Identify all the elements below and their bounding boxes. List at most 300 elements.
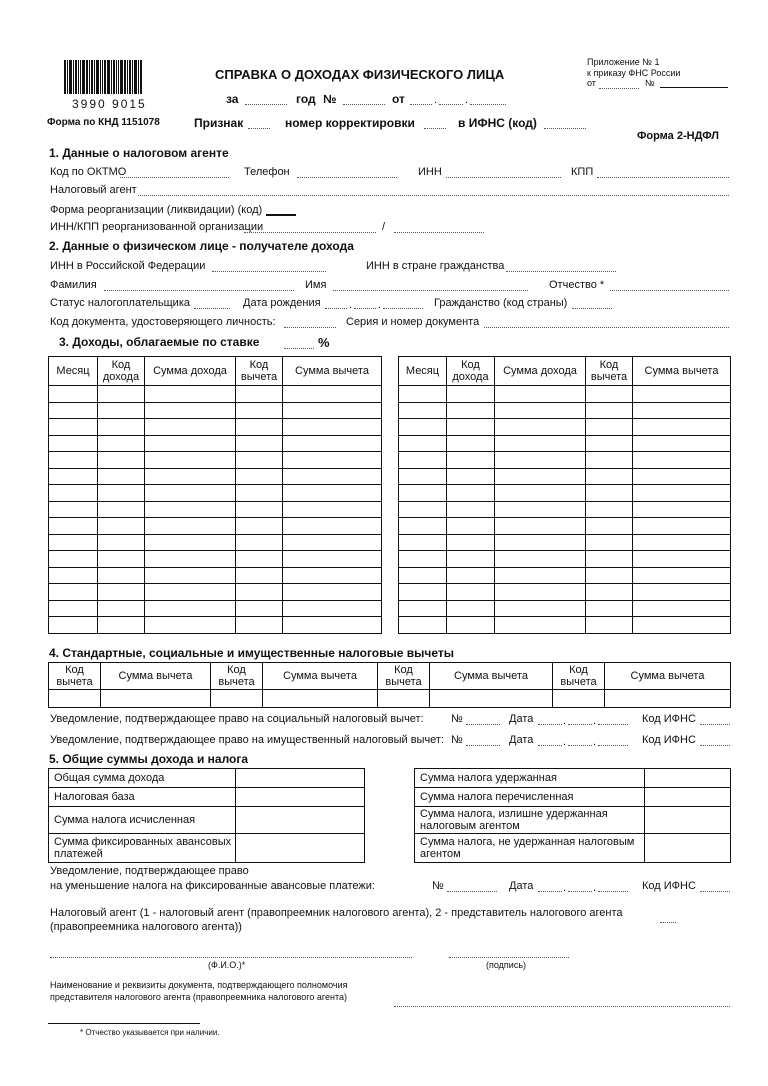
table-cell[interactable] — [399, 534, 447, 551]
inn-rf-field[interactable] — [212, 271, 326, 272]
date-day-field[interactable] — [410, 104, 432, 105]
tax-overwithheld-value[interactable] — [645, 807, 731, 834]
tax-not-withheld-label: Сумма налога, не удержанная налоговым агентом — [415, 834, 645, 863]
table-cell[interactable] — [633, 551, 731, 568]
deduction-cell[interactable] — [211, 690, 263, 708]
table-cell[interactable] — [283, 600, 382, 617]
table-cell[interactable] — [633, 468, 731, 485]
table-cell[interactable] — [283, 551, 382, 568]
table-cell[interactable] — [399, 468, 447, 485]
table-cell[interactable] — [447, 386, 495, 403]
table-cell[interactable] — [49, 468, 98, 485]
table-cell[interactable] — [495, 584, 586, 601]
table-cell[interactable] — [145, 402, 236, 419]
col-income-code: Код дохода — [447, 357, 495, 386]
table-cell[interactable] — [98, 617, 145, 634]
reorg-field[interactable] — [266, 214, 296, 216]
table-cell[interactable] — [145, 386, 236, 403]
notice-social-year-field[interactable] — [598, 724, 628, 725]
deduction-cell[interactable] — [378, 690, 430, 708]
table-cell[interactable] — [495, 551, 586, 568]
deduction-cell[interactable] — [553, 690, 605, 708]
table-cell[interactable] — [145, 584, 236, 601]
table-cell[interactable] — [399, 567, 447, 584]
citizenship-field[interactable] — [572, 308, 612, 309]
table-cell[interactable] — [447, 518, 495, 535]
table-cell[interactable] — [399, 518, 447, 535]
agent-type-line2: (правопреемника налогового агента)) — [50, 921, 242, 933]
table-cell[interactable] — [447, 617, 495, 634]
table-cell[interactable] — [633, 452, 731, 469]
table-cell[interactable] — [447, 485, 495, 502]
table-cell[interactable] — [98, 452, 145, 469]
table-cell[interactable] — [283, 501, 382, 518]
doc-authority-line1: Наименование и реквизиты документа, подтверждающего полномочия — [50, 980, 348, 990]
date-sep: . — [378, 299, 382, 311]
spacer — [365, 807, 415, 834]
appendix-num-field[interactable] — [660, 87, 728, 88]
notice-advance-day-field[interactable] — [538, 891, 562, 892]
correction-label: номер корректировки — [285, 116, 415, 130]
table-cell[interactable] — [283, 435, 382, 452]
table-cell[interactable] — [145, 551, 236, 568]
ifns-field[interactable] — [544, 128, 586, 129]
table-row — [399, 501, 731, 518]
table-row — [399, 534, 731, 551]
table-cell[interactable] — [98, 551, 145, 568]
table-cell[interactable] — [633, 617, 731, 634]
table-cell[interactable] — [283, 419, 382, 436]
date-label: от — [392, 92, 405, 106]
notice-advance-month-field[interactable] — [568, 891, 592, 892]
table-cell[interactable] — [447, 584, 495, 601]
table-cell[interactable] — [236, 452, 283, 469]
table-cell[interactable] — [145, 617, 236, 634]
table-cell[interactable] — [145, 452, 236, 469]
table-cell[interactable] — [447, 534, 495, 551]
table-cell[interactable] — [399, 485, 447, 502]
table-cell[interactable] — [586, 567, 633, 584]
col-deduction-sum: Сумма вычета — [605, 663, 731, 690]
table-cell[interactable] — [283, 468, 382, 485]
table-row — [49, 435, 382, 452]
table-cell[interactable] — [49, 501, 98, 518]
table-cell[interactable] — [98, 402, 145, 419]
table-row — [399, 617, 731, 634]
table-cell[interactable] — [236, 617, 283, 634]
table-cell[interactable] — [586, 584, 633, 601]
page-title: СПРАВКА О ДОХОДАХ ФИЗИЧЕСКОГО ЛИЦА — [215, 67, 505, 82]
table-row — [399, 435, 731, 452]
doc-authority-field[interactable] — [394, 1006, 730, 1007]
doc-authority-line2: представителя налогового агента (правопреемника налогового агента) — [50, 992, 347, 1002]
table-cell[interactable] — [447, 402, 495, 419]
reorg-inn-label: ИНН/КПП реорганизованной организации — [50, 221, 264, 233]
slash: / — [382, 221, 386, 233]
name-field[interactable] — [333, 290, 528, 291]
table-cell[interactable] — [49, 534, 98, 551]
inn-label: ИНН — [418, 166, 442, 178]
notice-advance-num-field[interactable] — [447, 891, 497, 892]
table-cell[interactable] — [98, 567, 145, 584]
table-cell[interactable] — [236, 534, 283, 551]
notice-advance-ifns-field[interactable] — [700, 891, 730, 892]
col-month: Месяц — [399, 357, 447, 386]
surname-label: Фамилия — [50, 279, 97, 291]
inn-foreign-field[interactable] — [506, 271, 616, 272]
table-cell[interactable] — [283, 518, 382, 535]
table-cell[interactable] — [495, 402, 586, 419]
appendix-ot: от — [587, 78, 596, 88]
footnote: * Отчество указывается при наличии. — [80, 1028, 220, 1037]
advance-payments-value[interactable] — [236, 834, 365, 863]
table-cell[interactable] — [495, 567, 586, 584]
num-label: № — [432, 880, 444, 892]
table-cell[interactable] — [145, 534, 236, 551]
col-income-sum: Сумма дохода — [145, 357, 236, 386]
table-cell[interactable] — [399, 551, 447, 568]
table-row — [49, 584, 382, 601]
kpp-label: КПП — [571, 166, 594, 178]
tax-paid-label: Сумма налога перечисленная — [415, 788, 645, 807]
doc-code-field[interactable] — [284, 327, 336, 328]
number-field[interactable] — [343, 104, 385, 105]
num-label: № — [451, 734, 463, 746]
surname-field[interactable] — [104, 290, 294, 291]
table-cell[interactable] — [49, 452, 98, 469]
table-cell[interactable] — [633, 435, 731, 452]
table-cell[interactable] — [98, 501, 145, 518]
knd-label: Форма по КНД 1151078 — [47, 117, 160, 128]
table-cell[interactable] — [98, 468, 145, 485]
birth-month-field[interactable] — [354, 308, 376, 309]
table-cell[interactable] — [49, 600, 98, 617]
table-cell[interactable] — [49, 584, 98, 601]
status-label: Статус налогоплательщика — [50, 297, 191, 309]
fio-field[interactable] — [50, 957, 412, 958]
appendix-date-field[interactable] — [599, 88, 639, 89]
table-cell[interactable] — [49, 551, 98, 568]
table-cell[interactable] — [236, 551, 283, 568]
appendix-line2: к приказу ФНС России — [587, 68, 681, 78]
table-cell[interactable] — [236, 419, 283, 436]
date-label: Дата — [509, 880, 534, 892]
table-cell[interactable] — [633, 485, 731, 502]
table-cell[interactable] — [447, 468, 495, 485]
table-cell[interactable] — [399, 452, 447, 469]
table-cell[interactable] — [633, 419, 731, 436]
table-cell[interactable] — [98, 584, 145, 601]
table-cell[interactable] — [236, 584, 283, 601]
table-cell[interactable] — [633, 386, 731, 403]
notice-social-day-field[interactable] — [538, 724, 562, 725]
oktmo-label: Код по ОКТМО — [50, 166, 127, 178]
patronymic-field[interactable] — [610, 290, 729, 291]
col-deduction-code: Код вычета — [49, 663, 101, 690]
table-cell[interactable] — [145, 518, 236, 535]
col-income-sum: Сумма дохода — [495, 357, 586, 386]
reorg-kpp-field[interactable] — [394, 232, 484, 233]
table-cell[interactable] — [98, 386, 145, 403]
signature-field[interactable] — [449, 957, 569, 958]
col-deduction-sum: Сумма вычета — [283, 357, 382, 386]
table-cell[interactable] — [98, 534, 145, 551]
doc-series-label: Серия и номер документа — [346, 316, 480, 328]
table-cell[interactable] — [633, 534, 731, 551]
notice-advance-line2: на уменьшение налога на фиксированные авансовые платежи: — [50, 880, 375, 892]
date-sep: . — [349, 299, 353, 311]
table-cell[interactable] — [633, 567, 731, 584]
table-cell[interactable] — [447, 452, 495, 469]
table-cell[interactable] — [495, 534, 586, 551]
table-cell[interactable] — [447, 551, 495, 568]
table-row — [399, 567, 731, 584]
doc-code-label: Код документа, удостоверяющего личность: — [50, 316, 276, 328]
table-cell[interactable] — [283, 386, 382, 403]
deduction-cell[interactable] — [263, 690, 378, 708]
kpp-field[interactable] — [597, 177, 729, 178]
num-label: № — [451, 713, 463, 725]
tax-calculated-label: Сумма налога исчисленная — [49, 807, 236, 834]
table-cell[interactable] — [633, 584, 731, 601]
table-cell[interactable] — [236, 600, 283, 617]
table-cell[interactable] — [399, 419, 447, 436]
correction-field[interactable] — [424, 128, 446, 129]
table-row — [399, 402, 731, 419]
table-cell[interactable] — [236, 402, 283, 419]
table-cell[interactable] — [633, 402, 731, 419]
notice-social-month-field[interactable] — [568, 724, 592, 725]
table-cell[interactable] — [236, 485, 283, 502]
table-cell[interactable] — [236, 518, 283, 535]
table-cell[interactable] — [447, 501, 495, 518]
table-cell[interactable] — [145, 419, 236, 436]
date-sep: . — [434, 94, 438, 106]
table-cell[interactable] — [586, 534, 633, 551]
tax-not-withheld-value[interactable] — [645, 834, 731, 863]
table-cell[interactable] — [495, 419, 586, 436]
table-row — [399, 386, 731, 403]
table-cell[interactable] — [633, 501, 731, 518]
totals-table — [48, 768, 731, 863]
table-cell[interactable] — [447, 419, 495, 436]
col-income-code: Код дохода — [98, 357, 145, 386]
notice-property-num-field[interactable] — [466, 745, 500, 746]
table-cell[interactable] — [399, 386, 447, 403]
table-cell[interactable] — [283, 567, 382, 584]
table-cell[interactable] — [98, 518, 145, 535]
ifns-code-label: Код ИФНС — [642, 713, 696, 725]
table-cell[interactable] — [49, 435, 98, 452]
table-cell[interactable] — [495, 452, 586, 469]
table-cell[interactable] — [495, 617, 586, 634]
table-cell[interactable] — [495, 468, 586, 485]
table-cell[interactable] — [98, 600, 145, 617]
oktmo-field[interactable] — [120, 177, 229, 178]
notice-social-label: Уведомление, подтверждающее право на социальный налоговый вычет: — [50, 713, 424, 725]
deduction-cell[interactable] — [49, 690, 101, 708]
table-cell[interactable] — [145, 435, 236, 452]
notice-property-ifns-field[interactable] — [700, 745, 730, 746]
table-cell[interactable] — [98, 485, 145, 502]
table-cell[interactable] — [447, 567, 495, 584]
date-month-field[interactable] — [439, 104, 463, 105]
table-cell[interactable] — [49, 617, 98, 634]
table-cell[interactable] — [236, 386, 283, 403]
agent-field[interactable] — [138, 195, 729, 196]
table-cell[interactable] — [236, 567, 283, 584]
table-cell[interactable] — [586, 402, 633, 419]
table-row — [399, 485, 731, 502]
table-cell[interactable] — [283, 452, 382, 469]
date-sep: . — [593, 736, 597, 748]
table-cell[interactable] — [236, 435, 283, 452]
deduction-cell[interactable] — [605, 690, 731, 708]
table-cell[interactable] — [586, 435, 633, 452]
table-cell[interactable] — [283, 402, 382, 419]
table-row — [49, 617, 382, 634]
tax-overwithheld-label: Сумма налога, излишне удержанная налоговым агентом — [415, 807, 645, 834]
table-cell[interactable] — [495, 518, 586, 535]
table-cell[interactable] — [399, 600, 447, 617]
table-cell[interactable] — [145, 485, 236, 502]
col-deduction-sum: Сумма вычета — [430, 663, 553, 690]
agent-type-line1: Налоговый агент (1 - налоговый агент (правопреемник налогового агента), 2 - представитель налогового агента — [50, 907, 623, 919]
table-cell[interactable] — [283, 584, 382, 601]
birth-label: Дата рождения — [243, 297, 321, 309]
notice-property-label: Уведомление, подтверждающее право на имущественный налоговый вычет: — [50, 734, 445, 746]
table-row — [49, 600, 382, 617]
deduction-cell[interactable] — [101, 690, 211, 708]
total-income-value[interactable] — [236, 769, 365, 788]
ifns-code-label: Код ИФНС — [642, 880, 696, 892]
table-cell[interactable] — [586, 551, 633, 568]
citizenship-label: Гражданство (код страны) — [434, 297, 568, 309]
notice-social-ifns-field[interactable] — [700, 724, 730, 725]
table-row — [49, 485, 382, 502]
date-sep: . — [593, 882, 597, 894]
rate-field[interactable] — [284, 348, 314, 349]
status-field[interactable] — [194, 308, 230, 309]
table-cell[interactable] — [633, 518, 731, 535]
tax-base-value[interactable] — [236, 788, 365, 807]
table-cell[interactable] — [145, 501, 236, 518]
table-row — [49, 386, 382, 403]
table-cell[interactable] — [145, 600, 236, 617]
date-sep: . — [563, 736, 567, 748]
table-cell[interactable] — [283, 534, 382, 551]
table-cell[interactable] — [495, 485, 586, 502]
year-field[interactable] — [245, 104, 287, 105]
income-table-right-body[interactable] — [399, 386, 731, 634]
col-deduction-code: Код вычета — [553, 663, 605, 690]
reorg-inn-field[interactable] — [244, 232, 376, 233]
notice-property-year-field[interactable] — [598, 745, 628, 746]
doc-series-field[interactable] — [484, 327, 729, 328]
table-cell[interactable] — [399, 435, 447, 452]
table-cell[interactable] — [447, 435, 495, 452]
table-cell[interactable] — [145, 567, 236, 584]
table-cell[interactable] — [49, 419, 98, 436]
table-cell[interactable] — [586, 600, 633, 617]
date-year-field[interactable] — [470, 104, 506, 105]
table-cell[interactable] — [283, 617, 382, 634]
table-cell[interactable] — [586, 452, 633, 469]
table-cell[interactable] — [236, 501, 283, 518]
table-cell[interactable] — [586, 419, 633, 436]
phone-label: Телефон — [244, 166, 290, 178]
za-label: за — [226, 92, 239, 106]
table-cell[interactable] — [495, 435, 586, 452]
phone-field[interactable] — [297, 177, 397, 178]
table-cell[interactable] — [98, 419, 145, 436]
agent-label: Налоговый агент — [50, 184, 137, 196]
number-label: № — [323, 92, 337, 106]
table-cell[interactable] — [145, 468, 236, 485]
income-table-left-body[interactable] — [49, 386, 382, 634]
notice-property-day-field[interactable] — [538, 745, 562, 746]
date-sep: . — [563, 882, 567, 894]
barcode-icon — [64, 60, 160, 94]
table-cell[interactable] — [447, 600, 495, 617]
notice-social-num-field[interactable] — [466, 724, 500, 725]
table-cell[interactable] — [399, 584, 447, 601]
notice-property-month-field[interactable] — [568, 745, 592, 746]
table-cell[interactable] — [49, 386, 98, 403]
table-cell[interactable] — [49, 518, 98, 535]
tax-calculated-value[interactable] — [236, 807, 365, 834]
table-cell[interactable] — [586, 485, 633, 502]
table-cell[interactable] — [495, 386, 586, 403]
table-cell[interactable] — [586, 518, 633, 535]
notice-advance-year-field[interactable] — [598, 891, 628, 892]
table-cell[interactable] — [236, 468, 283, 485]
year-label: год — [296, 92, 316, 106]
col-deduction-sum: Сумма вычета — [101, 663, 211, 690]
table-cell[interactable] — [586, 386, 633, 403]
tax-withheld-value[interactable] — [645, 769, 731, 788]
table-cell[interactable] — [283, 485, 382, 502]
table-cell[interactable] — [633, 600, 731, 617]
birth-day-field[interactable] — [325, 308, 347, 309]
table-cell[interactable] — [495, 501, 586, 518]
barcode-number: 3990 9015 — [72, 97, 147, 111]
table-row — [399, 419, 731, 436]
table-cell[interactable] — [586, 617, 633, 634]
income-table-right — [398, 356, 731, 634]
birth-year-field[interactable] — [383, 308, 423, 309]
table-cell[interactable] — [495, 600, 586, 617]
table-cell[interactable] — [586, 501, 633, 518]
tax-paid-value[interactable] — [645, 788, 731, 807]
inn-field[interactable] — [446, 177, 561, 178]
table-cell[interactable] — [49, 485, 98, 502]
table-cell[interactable] — [49, 567, 98, 584]
table-cell[interactable] — [399, 402, 447, 419]
deduction-cell[interactable] — [430, 690, 553, 708]
total-income-label: Общая сумма дохода — [49, 769, 236, 788]
table-row — [49, 518, 382, 535]
table-cell[interactable] — [49, 402, 98, 419]
table-cell[interactable] — [586, 468, 633, 485]
table-cell[interactable] — [399, 501, 447, 518]
priznak-field[interactable] — [248, 128, 270, 129]
table-cell[interactable] — [98, 435, 145, 452]
table-cell[interactable] — [399, 617, 447, 634]
agent-type-field[interactable] — [660, 922, 676, 923]
col-deduction-sum: Сумма вычета — [263, 663, 378, 690]
table-row — [399, 584, 731, 601]
